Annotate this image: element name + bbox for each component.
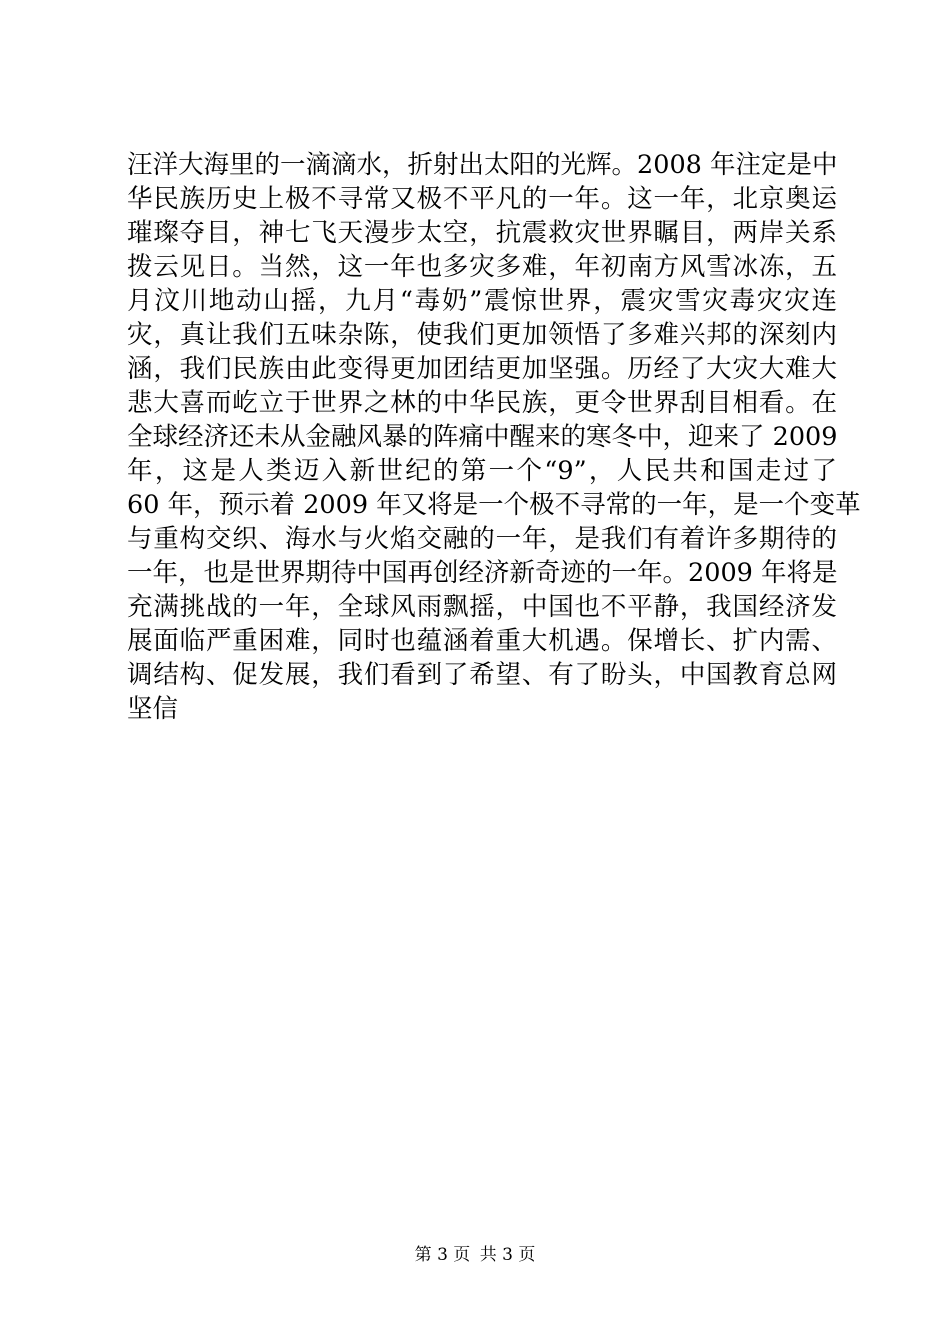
text-line: 拨云见日。当然，这一年也多灾多难，年初南方风雪冰冻，五 bbox=[127, 252, 837, 282]
text-line: 璀璨夺目，神七飞天漫步太空，抗震救灾世界瞩目，两岸关系 bbox=[127, 218, 837, 248]
text-line: 月汶川地动山摇，九月“毒奶”震惊世界，震灾雪灾毒灾灾连 bbox=[127, 286, 837, 316]
text-line: 华民族历史上极不寻常又极不平凡的一年。这一年，北京奥运 bbox=[127, 184, 837, 214]
text-line: 充满挑战的一年，全球风雨飘摇，中国也不平静，我国经济发 bbox=[127, 592, 837, 622]
text-line: 与重构交织、海水与火焰交融的一年，是我们有着许多期待的 bbox=[127, 524, 837, 554]
text-line: 一年，也是世界期待中国再创经济新奇迹的一年。2009 年将是 bbox=[127, 558, 838, 588]
page-number: 第 3 页 bbox=[414, 1245, 471, 1265]
text-line: 悲大喜而屹立于世界之林的中华民族，更令世界刮目相看。在 bbox=[127, 388, 837, 418]
text-line: 年，这是人类迈入新世纪的第一个“9”，人民共和国走过了 bbox=[127, 456, 837, 486]
text-line: 汪洋大海里的一滴滴水，折射出太阳的光辉。2008 年注定是中 bbox=[127, 150, 838, 180]
text-line: 全球经济还未从金融风暴的阵痛中醒来的寒冬中，迎来了 2009 bbox=[127, 422, 838, 452]
text-line: 60 年，预示着 2009 年又将是一个极不寻常的一年，是一个变革 bbox=[127, 490, 861, 520]
page-total: 共 3 页 bbox=[479, 1245, 536, 1265]
text-line: 展面临严重困难，同时也蕴涵着重大机遇。保增长、扩内需、 bbox=[127, 626, 837, 656]
text-line: 调结构、促发展，我们看到了希望、有了盼头，中国教育总网 bbox=[127, 660, 837, 690]
text-line: 坚信 bbox=[127, 694, 179, 724]
text-line: 涵，我们民族由此变得更加团结更加坚强。历经了大灾大难大 bbox=[127, 354, 837, 384]
page-footer bbox=[0, 1244, 950, 1266]
text-line: 灾，真让我们五味杂陈，使我们更加领悟了多难兴邦的深刻内 bbox=[127, 320, 837, 350]
body-paragraph bbox=[127, 148, 861, 726]
